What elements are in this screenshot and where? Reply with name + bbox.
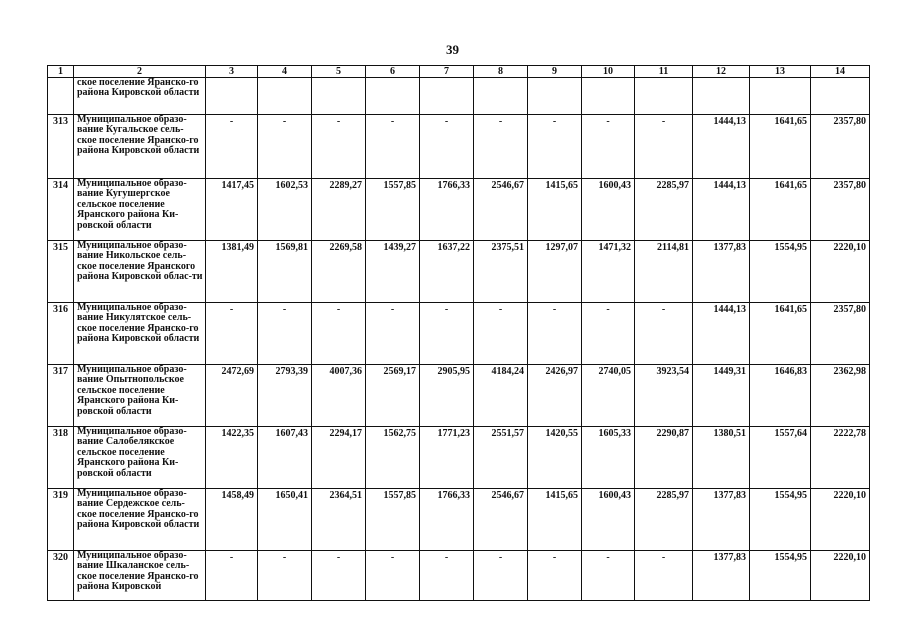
value-cell: 2285,97: [635, 489, 693, 551]
value-cell: 2905,95: [420, 365, 474, 427]
municipality-name: Муниципальное образо-вание Кугальское сель-ское поселение Яранско-го района Кировской области: [74, 115, 206, 179]
value-cell: -: [312, 551, 366, 601]
column-header: 14: [811, 66, 870, 78]
value-cell: -: [312, 115, 366, 179]
header-row: [48, 66, 870, 78]
value-cell: -: [528, 115, 582, 179]
value-cell: -: [206, 551, 258, 601]
value-cell: 1444,13: [693, 115, 750, 179]
value-cell: -: [474, 115, 528, 179]
value-cell: [582, 78, 635, 115]
column-header: 9: [528, 66, 582, 78]
municipality-name: Муниципальное образо-вание Кугушергское сельское поселение Яранского района Ки-ровской области: [74, 179, 206, 241]
value-cell: [750, 78, 811, 115]
value-cell: -: [420, 303, 474, 365]
row-number: 320: [48, 551, 74, 601]
value-cell: 1554,95: [750, 241, 811, 303]
value-cell: 2114,81: [635, 241, 693, 303]
value-cell: [206, 78, 258, 115]
value-cell: 1600,43: [582, 489, 635, 551]
municipality-name: Муниципальное образо-вание Никулятское сель-ское поселение Яранско-го района Кировской области: [74, 303, 206, 365]
value-cell: 1415,65: [528, 489, 582, 551]
value-cell: 2357,80: [811, 303, 870, 365]
value-cell: 1766,33: [420, 489, 474, 551]
value-cell: -: [528, 551, 582, 601]
value-cell: 1646,83: [750, 365, 811, 427]
column-header: 1: [48, 66, 74, 78]
page-number: 39: [446, 42, 459, 57]
column-header: 7: [420, 66, 474, 78]
value-cell: [366, 78, 420, 115]
value-cell: 1449,31: [693, 365, 750, 427]
table-row: [48, 78, 870, 115]
value-cell: -: [474, 551, 528, 601]
municipality-name: ское поселение Яранско-го района Кировской области: [74, 78, 206, 115]
column-header: 6: [366, 66, 420, 78]
value-cell: 1444,13: [693, 303, 750, 365]
value-cell: 1771,23: [420, 427, 474, 489]
value-cell: 2551,57: [474, 427, 528, 489]
value-cell: 1641,65: [750, 179, 811, 241]
value-cell: 1422,35: [206, 427, 258, 489]
value-cell: 1600,43: [582, 179, 635, 241]
column-header: 12: [693, 66, 750, 78]
value-cell: 1554,95: [750, 489, 811, 551]
municipality-name: Муниципальное образо-вание Сердежское сель-ское поселение Яранско-го района Кировской области: [74, 489, 206, 551]
value-cell: -: [582, 551, 635, 601]
value-cell: 3923,54: [635, 365, 693, 427]
value-cell: 2220,10: [811, 489, 870, 551]
value-cell: 2740,05: [582, 365, 635, 427]
value-cell: -: [258, 551, 312, 601]
value-cell: 1607,43: [258, 427, 312, 489]
value-cell: 1650,41: [258, 489, 312, 551]
value-cell: 1444,13: [693, 179, 750, 241]
column-header: 13: [750, 66, 811, 78]
value-cell: 1602,53: [258, 179, 312, 241]
value-cell: 1605,33: [582, 427, 635, 489]
municipality-name: Муниципальное образо-вание Никольское сель-ское поселение Яранского района Кировской облас-ти: [74, 241, 206, 303]
value-cell: 1471,32: [582, 241, 635, 303]
value-cell: 1377,83: [693, 489, 750, 551]
value-cell: -: [366, 551, 420, 601]
table-row: [48, 489, 870, 551]
row-number: 319: [48, 489, 74, 551]
value-cell: 4007,36: [312, 365, 366, 427]
value-cell: 2357,80: [811, 179, 870, 241]
value-cell: 1569,81: [258, 241, 312, 303]
row-number: 315: [48, 241, 74, 303]
value-cell: 1420,55: [528, 427, 582, 489]
value-cell: 4184,24: [474, 365, 528, 427]
value-cell: 2793,39: [258, 365, 312, 427]
column-header: 3: [206, 66, 258, 78]
value-cell: -: [582, 115, 635, 179]
value-cell: 1557,85: [366, 179, 420, 241]
column-header: 5: [312, 66, 366, 78]
row-number: 318: [48, 427, 74, 489]
table-row: [48, 303, 870, 365]
table-row: [48, 551, 870, 601]
value-cell: [258, 78, 312, 115]
value-cell: 2569,17: [366, 365, 420, 427]
municipality-name: Муниципальное образо-вание Шкаланское сель-ское поселение Яранско-го района Кировской: [74, 551, 206, 601]
value-cell: 1557,85: [366, 489, 420, 551]
value-cell: -: [366, 115, 420, 179]
value-cell: -: [420, 115, 474, 179]
value-cell: [693, 78, 750, 115]
value-cell: 2546,67: [474, 489, 528, 551]
value-cell: 1297,07: [528, 241, 582, 303]
value-cell: -: [206, 303, 258, 365]
value-cell: 2290,87: [635, 427, 693, 489]
value-cell: 2269,58: [312, 241, 366, 303]
value-cell: [312, 78, 366, 115]
column-header: 8: [474, 66, 528, 78]
value-cell: 1557,64: [750, 427, 811, 489]
value-cell: [420, 78, 474, 115]
column-header: 4: [258, 66, 312, 78]
column-header: 11: [635, 66, 693, 78]
value-cell: 1377,83: [693, 551, 750, 601]
value-cell: [474, 78, 528, 115]
value-cell: 1637,22: [420, 241, 474, 303]
value-cell: -: [635, 115, 693, 179]
value-cell: -: [258, 115, 312, 179]
column-header: 2: [74, 66, 206, 78]
value-cell: -: [312, 303, 366, 365]
value-cell: 2357,80: [811, 115, 870, 179]
row-number: 314: [48, 179, 74, 241]
value-cell: 1641,65: [750, 115, 811, 179]
table-row: [48, 115, 870, 179]
value-cell: 1554,95: [750, 551, 811, 601]
value-cell: 1377,83: [693, 241, 750, 303]
value-cell: -: [635, 551, 693, 601]
row-number: 313: [48, 115, 74, 179]
column-header: 10: [582, 66, 635, 78]
row-number: [48, 78, 74, 115]
value-cell: 2362,98: [811, 365, 870, 427]
value-cell: -: [635, 303, 693, 365]
value-cell: [811, 78, 870, 115]
value-cell: 1562,75: [366, 427, 420, 489]
value-cell: 1439,27: [366, 241, 420, 303]
value-cell: 2472,69: [206, 365, 258, 427]
value-cell: 1380,51: [693, 427, 750, 489]
value-cell: 1458,49: [206, 489, 258, 551]
municipality-name: Муниципальное образо-вание Салобелякское сельское поселение Яранского района Ки-ровской области: [74, 427, 206, 489]
value-cell: 2546,67: [474, 179, 528, 241]
table-row: [48, 241, 870, 303]
value-cell: 1415,65: [528, 179, 582, 241]
value-cell: 1641,65: [750, 303, 811, 365]
municipality-name: Муниципальное образо-вание Опытнопольское сельское поселение Яранского района Ки-ровской области: [74, 365, 206, 427]
value-cell: 2222,78: [811, 427, 870, 489]
value-cell: 2364,51: [312, 489, 366, 551]
value-cell: -: [258, 303, 312, 365]
value-cell: -: [206, 115, 258, 179]
value-cell: 2426,97: [528, 365, 582, 427]
value-cell: 2294,17: [312, 427, 366, 489]
table-row: [48, 179, 870, 241]
value-cell: -: [420, 551, 474, 601]
value-cell: 2220,10: [811, 241, 870, 303]
row-number: 317: [48, 365, 74, 427]
value-cell: 1766,33: [420, 179, 474, 241]
value-cell: 2375,51: [474, 241, 528, 303]
tariff-table: [47, 65, 870, 601]
value-cell: -: [528, 303, 582, 365]
value-cell: [635, 78, 693, 115]
row-number: 316: [48, 303, 74, 365]
value-cell: -: [582, 303, 635, 365]
value-cell: -: [366, 303, 420, 365]
value-cell: 2285,97: [635, 179, 693, 241]
value-cell: 1381,49: [206, 241, 258, 303]
table-row: [48, 427, 870, 489]
value-cell: 1417,45: [206, 179, 258, 241]
value-cell: 2220,10: [811, 551, 870, 601]
value-cell: [528, 78, 582, 115]
value-cell: -: [474, 303, 528, 365]
value-cell: 2289,27: [312, 179, 366, 241]
table-row: [48, 365, 870, 427]
